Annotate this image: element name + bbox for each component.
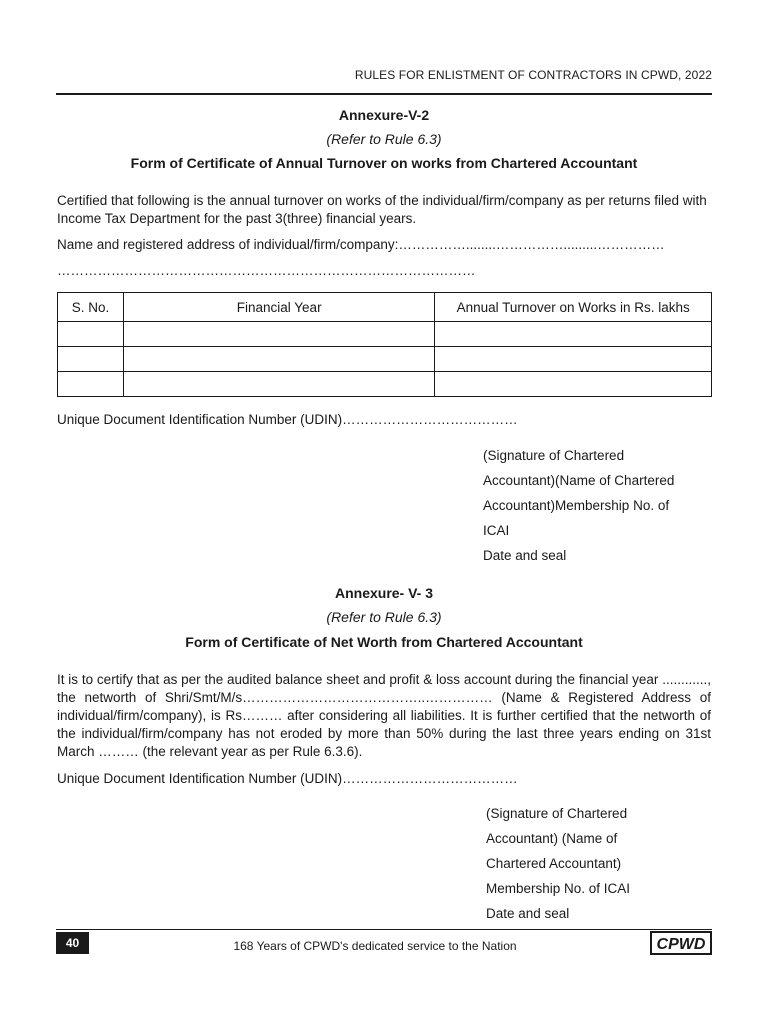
table-cell xyxy=(123,372,435,397)
table-row xyxy=(58,347,712,372)
signature-line: Accountant)Membership No. of xyxy=(483,498,670,513)
signature-line: Date and seal xyxy=(483,548,567,563)
column-header-annual-turnover: Annual Turnover on Works in Rs. lakhs xyxy=(435,293,712,322)
name-address-line: Name and registered address of individual/firm/company:……………........…………….........…………… xyxy=(57,237,665,252)
table-cell xyxy=(435,322,712,347)
footer-divider xyxy=(56,929,712,930)
signature-line: Date and seal xyxy=(486,906,570,921)
annexure-v3-refer: (Refer to Rule 6.3) xyxy=(326,609,442,625)
table-row xyxy=(58,322,712,347)
turnover-certification-paragraph: Certified that following is the annual turnover on works of the individual/firm/company as per returns filed with Income Tax Department for the past 3(three) financial years. xyxy=(57,193,707,226)
column-header-sno: S. No. xyxy=(58,293,124,322)
signature-block-v3 xyxy=(486,801,716,926)
table-cell xyxy=(435,347,712,372)
table-header-row xyxy=(58,293,712,322)
table-row xyxy=(58,372,712,397)
page-number-badge: 40 xyxy=(56,932,89,954)
annexure-v3-heading: Annexure- V- 3 xyxy=(334,585,434,601)
table-cell xyxy=(123,322,435,347)
table-cell xyxy=(58,322,124,347)
running-header: RULES FOR ENLISTMENT OF CONTRACTORS IN CPWD, 2022 xyxy=(354,68,712,82)
table-cell xyxy=(58,347,124,372)
signature-line: Accountant)(Name of Chartered xyxy=(483,473,675,488)
signature-line: Accountant) (Name of xyxy=(486,831,618,846)
signature-line: Chartered Accountant) xyxy=(486,856,622,871)
signature-line: Membership No. of ICAI xyxy=(486,881,631,896)
networth-certification-paragraph: It is to certify that as per the audited balance sheet and profit & loss account during the financial year ............, the networth of Shri/Smt/M/s…………………………………..…………… (Name & Registered Address of individual/firm/company), is Rs……… after considering all liabilities. It is further certified that the networth of the individual/firm/company has not eroded by more than 50% during the last three years ending on 31st March ……… (the relevant year as per Rule 6.3.6). xyxy=(57,672,711,759)
annexure-v2-refer: (Refer to Rule 6.3) xyxy=(326,131,442,147)
signature-line: ICAI xyxy=(483,523,510,538)
signature-line: (Signature of Chartered xyxy=(486,806,628,821)
footer-tagline: 168 Years of CPWD's dedicated service to the Nation xyxy=(233,939,517,953)
annexure-v3-title: Form of Certificate of Net Worth from Chartered Accountant xyxy=(185,634,583,650)
turnover-table xyxy=(57,292,712,397)
cpwd-logo xyxy=(650,931,712,955)
signature-line: (Signature of Chartered xyxy=(483,448,625,463)
header-divider xyxy=(56,93,712,95)
table-cell xyxy=(58,372,124,397)
logo-text: CPWD xyxy=(656,936,706,953)
udin-line-v3: Unique Document Identification Number (UDIN)………………………………… xyxy=(57,771,518,786)
udin-line-v2: Unique Document Identification Number (UDIN)………………………………… xyxy=(57,412,518,427)
annexure-v2-title: Form of Certificate of Annual Turnover on works from Chartered Accountant xyxy=(130,155,638,171)
column-header-financial-year: Financial Year xyxy=(123,293,435,322)
signature-block-v2 xyxy=(483,443,713,568)
annexure-v2-heading: Annexure-V-2 xyxy=(338,107,430,123)
address-dots-line: ………………………………………………………………………………… xyxy=(57,263,476,278)
table-cell xyxy=(435,372,712,397)
table-cell xyxy=(123,347,435,372)
